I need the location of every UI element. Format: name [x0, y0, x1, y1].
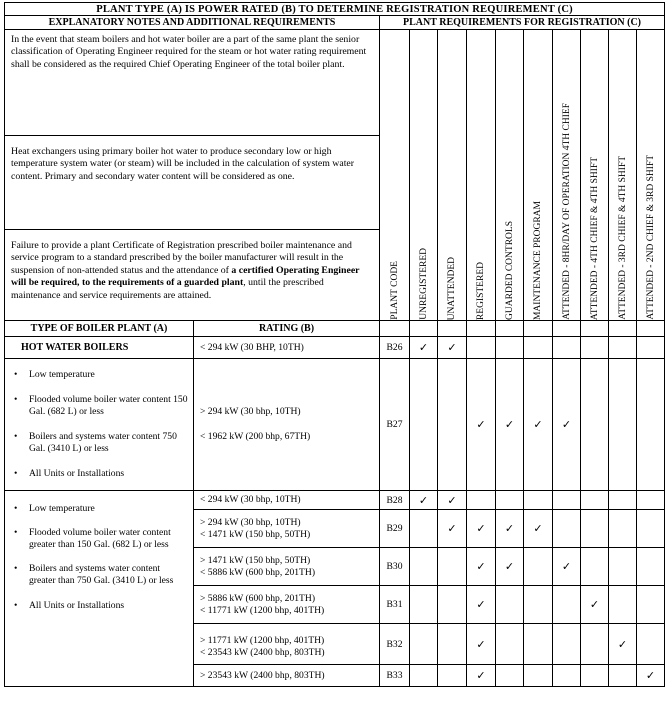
check-mark: ✓ [410, 337, 438, 359]
rating-b28: < 294 kW (30 bhp, 10TH) [194, 491, 380, 510]
type-of-boiler-plant-header: TYPE OF BOILER PLANT (A) [5, 321, 194, 337]
registration-requirements-document [4, 2, 668, 699]
check-mark: ✓ [524, 510, 553, 548]
notes-header: EXPLANATORY NOTES AND ADDITIONAL REQUIREMENTS [5, 16, 380, 30]
list-item: • Flooded volume boiler water content 150 Gal. (682 L) or less [14, 394, 188, 417]
check-mark: ✓ [467, 624, 496, 665]
rating-b27: > 294 kW (30 bhp, 10TH) < 1962 kW (200 bhp, 67TH) [194, 359, 380, 491]
plant-code-b28: B28 [380, 491, 410, 510]
check-mark: ✓ [438, 337, 467, 359]
list-item: • Low temperature [14, 369, 95, 380]
note-maintenance-program: Failure to provide a plant Certificate of Registration prescribed boiler maintenance and service program to a standard prescribed by the boiler manufacturer will result in the suspension of non-attended status and the attendance of a certified Operating Engineer will be required, to the requirements of a guarded plant, until the prescribed maintenance and service requirements are attained. [11, 240, 360, 301]
list-item: • Boilers and systems water content greater than 750 Gal. (3410 L) or less [14, 563, 174, 586]
hot-water-boilers-heading: HOT WATER BOILERS [5, 337, 194, 359]
plant-code-b29: B29 [380, 510, 410, 548]
registration-table [4, 2, 665, 687]
rating-b30: > 1471 kW (150 bhp, 50TH) < 5886 kW (600 bhp, 201TH) [194, 548, 380, 586]
requirements-header: PLANT REQUIREMENTS FOR REGISTRATION (C) [380, 16, 665, 30]
column-header-attended-2nd-chief-3rd-shift: ATTENDED - 2ND CHIEF & 3RD SHIFT [637, 30, 665, 321]
check-mark: ✓ [410, 491, 438, 510]
column-header-attended-3rd-chief-4th-shift: ATTENDED - 3RD CHIEF & 4TH SHIFT [609, 30, 637, 321]
check-mark: ✓ [438, 491, 467, 510]
rating-b33: > 23543 kW (2400 bhp, 803TH) [194, 665, 380, 687]
boiler-type-group-2 [5, 491, 194, 687]
table-title: PLANT TYPE (A) IS POWER RATED (B) TO DETERMINE REGISTRATION REQUIREMENT (C) [5, 3, 665, 16]
plant-code-b33: B33 [380, 665, 410, 687]
column-header-guarded-controls: GUARDED CONTROLS [496, 30, 524, 321]
check-mark: ✓ [496, 510, 524, 548]
check-mark: ✓ [467, 665, 496, 687]
notes-cell [5, 30, 380, 321]
column-header-attended-8hr: ATTENDED - 8HR/DAY OF OPERATION 4TH CHIEF [553, 30, 581, 321]
plant-code-b27: B27 [380, 359, 410, 491]
check-mark: ✓ [609, 624, 637, 665]
plant-code-b31: B31 [380, 586, 410, 624]
column-header-registered: REGISTERED [467, 30, 496, 321]
column-header-unregistered: UNREGISTERED [410, 30, 438, 321]
list-item: • All Units or Installations [14, 468, 125, 479]
plant-code-b30: B30 [380, 548, 410, 586]
check-mark: ✓ [467, 548, 496, 586]
rating-b26: < 294 kW (30 BHP, 10TH) [194, 337, 380, 359]
rating-b32: > 11771 kW (1200 bhp, 401TH) < 23543 kW (2400 bhp, 803TH) [194, 624, 380, 665]
check-mark: ✓ [467, 510, 496, 548]
check-mark: ✓ [524, 359, 553, 491]
check-mark: ✓ [467, 359, 496, 491]
list-item: • Low temperature [14, 503, 95, 514]
list-item: • All Units or Installations [14, 600, 125, 611]
check-mark: ✓ [496, 359, 524, 491]
check-mark: ✓ [467, 586, 496, 624]
check-mark: ✓ [553, 548, 581, 586]
rating-b29: > 294 kW (30 bhp, 10TH) < 1471 kW (150 bhp, 50TH) [194, 510, 380, 548]
rating-header: RATING (B) [194, 321, 380, 337]
boiler-type-group-1 [5, 359, 194, 491]
plant-code-b32: B32 [380, 624, 410, 665]
list-item: • Flooded volume boiler water content greater than 150 Gal. (682 L) or less [14, 527, 171, 550]
check-mark: ✓ [553, 359, 581, 491]
note-heat-exchangers: Heat exchangers using primary boiler hot water to produce secondary low or high temperature system water (or steam) will be included in the calculation of system water content. Primary and secondary water content will be considered as one. [5, 136, 379, 230]
check-mark: ✓ [438, 510, 467, 548]
column-header-plant-code: PLANT CODE [380, 30, 410, 321]
column-header-attended-4th-chief-4th-shift: ATTENDED - 4TH CHIEF & 4TH SHIFT [581, 30, 609, 321]
plant-code-b26: B26 [380, 337, 410, 359]
check-mark: ✓ [581, 586, 609, 624]
rating-b31: > 5886 kW (600 bhp, 201TH) < 11771 kW (1200 bhp, 401TH) [194, 586, 380, 624]
check-mark: ✓ [637, 665, 665, 687]
check-mark: ✓ [496, 548, 524, 586]
column-header-unattended: UNATTENDED [438, 30, 467, 321]
list-item: • Boilers and systems water content 750 Gal. (3410 L) or less [14, 431, 177, 454]
column-header-maintenance-program: MAINTENANCE PROGRAM [524, 30, 553, 321]
note-steam-hot-water: In the event that steam boilers and hot water boiler are a part of the same plant the senior classification of Operating Engineer required for the steam or hot water rating requirement shall be considered as the required Chief Operating Engineer of the total boiler plant. [5, 30, 379, 136]
